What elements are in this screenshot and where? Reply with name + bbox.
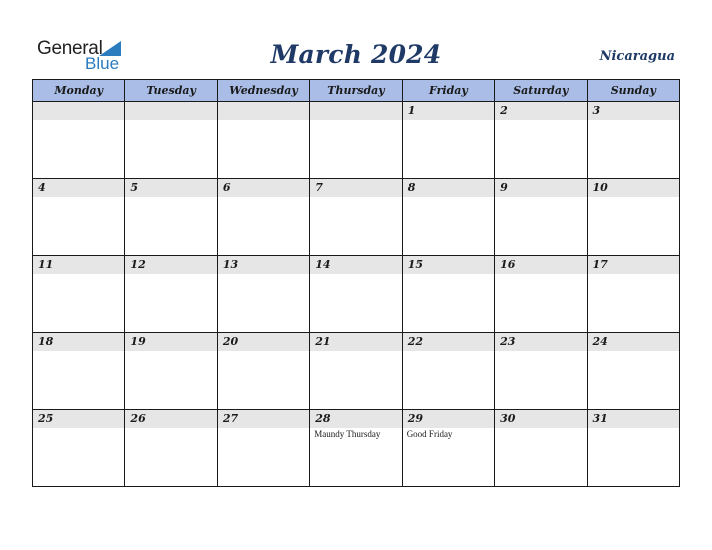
holiday-label bbox=[218, 197, 309, 198]
day-cell[interactable] bbox=[495, 410, 587, 487]
calendar-body bbox=[33, 102, 680, 487]
day-number-band bbox=[125, 333, 216, 351]
day-number-band bbox=[588, 179, 679, 197]
day-number-band bbox=[33, 410, 124, 428]
day-number: 25 bbox=[38, 412, 54, 425]
day-number-band bbox=[218, 102, 309, 120]
day-cell[interactable] bbox=[310, 410, 402, 487]
day-number: 20 bbox=[222, 335, 239, 348]
day-number: 14 bbox=[315, 258, 331, 271]
day-cell[interactable] bbox=[217, 179, 309, 256]
day-cell[interactable] bbox=[495, 179, 587, 256]
holiday-label bbox=[588, 351, 679, 352]
holiday-label bbox=[218, 428, 309, 429]
holiday-label bbox=[218, 120, 309, 121]
day-number: 30 bbox=[500, 412, 516, 425]
weekday-header: Tuesday bbox=[125, 80, 217, 102]
logo-text-general: General bbox=[37, 38, 103, 59]
day-number: 18 bbox=[38, 335, 54, 348]
holiday-label bbox=[125, 197, 216, 198]
day-number: 17 bbox=[592, 258, 608, 271]
day-cell[interactable] bbox=[402, 102, 494, 179]
day-number: 22 bbox=[407, 335, 423, 348]
day-number-band bbox=[588, 256, 679, 274]
day-cell[interactable] bbox=[310, 102, 402, 179]
day-number: 19 bbox=[130, 335, 146, 348]
holiday-label bbox=[403, 120, 494, 121]
holiday-label bbox=[588, 428, 679, 429]
holiday-label bbox=[403, 351, 494, 352]
day-number-band bbox=[218, 333, 309, 351]
day-cell[interactable] bbox=[587, 256, 679, 333]
day-number: 8 bbox=[407, 181, 416, 194]
day-number: 2 bbox=[500, 104, 508, 117]
week-row bbox=[33, 333, 680, 410]
weekday-header: Saturday bbox=[495, 80, 587, 102]
holiday-label bbox=[218, 351, 309, 352]
day-cell[interactable] bbox=[495, 256, 587, 333]
weekday-header: Monday bbox=[33, 80, 125, 102]
day-number: 9 bbox=[500, 181, 508, 194]
day-cell[interactable] bbox=[587, 410, 679, 487]
day-cell[interactable] bbox=[402, 410, 494, 487]
day-number-band bbox=[403, 256, 494, 274]
day-number: 21 bbox=[315, 335, 331, 348]
day-number: 11 bbox=[38, 258, 54, 271]
day-number: 23 bbox=[500, 335, 516, 348]
holiday-label bbox=[495, 428, 586, 429]
day-cell[interactable] bbox=[495, 333, 587, 410]
month-calendar-grid bbox=[32, 79, 680, 487]
day-number-band bbox=[403, 410, 494, 428]
holiday-label bbox=[125, 428, 216, 429]
day-number-band bbox=[125, 410, 216, 428]
day-cell[interactable] bbox=[33, 102, 125, 179]
weekday-header: Thursday bbox=[310, 80, 402, 102]
day-cell[interactable] bbox=[310, 256, 402, 333]
day-number-band bbox=[495, 179, 586, 197]
day-cell[interactable] bbox=[33, 256, 125, 333]
day-number-band bbox=[218, 410, 309, 428]
day-number-band bbox=[495, 256, 586, 274]
day-number-band bbox=[218, 256, 309, 274]
day-cell[interactable] bbox=[125, 333, 217, 410]
weekday-header: Wednesday bbox=[217, 80, 309, 102]
holiday-label bbox=[125, 274, 216, 275]
day-number-band bbox=[310, 410, 401, 428]
day-cell[interactable] bbox=[402, 179, 494, 256]
day-cell[interactable] bbox=[217, 256, 309, 333]
day-number-band bbox=[495, 333, 586, 351]
holiday-label bbox=[33, 274, 124, 275]
holiday-label: Good Friday bbox=[406, 429, 453, 439]
holiday-label bbox=[33, 120, 124, 121]
day-number-band bbox=[495, 102, 586, 120]
country-label: Nicaragua bbox=[599, 49, 675, 64]
holiday-label bbox=[33, 197, 124, 198]
day-number: 29 bbox=[407, 412, 423, 425]
day-number-band bbox=[588, 410, 679, 428]
day-cell[interactable] bbox=[33, 410, 125, 487]
day-cell[interactable] bbox=[125, 102, 217, 179]
day-cell[interactable] bbox=[125, 256, 217, 333]
day-number: 26 bbox=[130, 412, 146, 425]
day-number-band bbox=[588, 102, 679, 120]
day-cell[interactable] bbox=[217, 410, 309, 487]
day-number: 6 bbox=[222, 181, 231, 194]
holiday-label bbox=[310, 197, 401, 198]
day-number-band bbox=[33, 179, 124, 197]
day-number-band bbox=[310, 179, 401, 197]
day-cell[interactable] bbox=[217, 333, 309, 410]
day-number: 28 bbox=[315, 412, 331, 425]
holiday-label bbox=[588, 197, 679, 198]
week-row bbox=[33, 179, 680, 256]
holiday-label: Maundy Thursday bbox=[314, 429, 381, 439]
day-number: 7 bbox=[315, 181, 323, 194]
day-cell[interactable] bbox=[587, 179, 679, 256]
day-number-band bbox=[588, 333, 679, 351]
holiday-label bbox=[33, 428, 124, 429]
day-number: 31 bbox=[592, 412, 608, 425]
holiday-label bbox=[310, 274, 401, 275]
day-number: 13 bbox=[222, 258, 239, 271]
holiday-label bbox=[310, 120, 401, 121]
day-number-band bbox=[403, 102, 494, 120]
week-row bbox=[33, 256, 680, 333]
week-row bbox=[33, 410, 680, 487]
day-number-band bbox=[33, 256, 124, 274]
day-cell[interactable] bbox=[310, 333, 402, 410]
day-number-band bbox=[310, 102, 401, 120]
day-number: 27 bbox=[222, 412, 239, 425]
day-cell[interactable] bbox=[125, 410, 217, 487]
day-number-band bbox=[33, 333, 124, 351]
weekday-header: Friday bbox=[402, 80, 494, 102]
day-number-band bbox=[495, 410, 586, 428]
day-number-band bbox=[310, 256, 401, 274]
day-number-band bbox=[403, 333, 494, 351]
day-cell[interactable] bbox=[495, 102, 587, 179]
holiday-label bbox=[218, 274, 309, 275]
day-number: 4 bbox=[38, 181, 46, 194]
holiday-label bbox=[310, 351, 401, 352]
holiday-label bbox=[495, 274, 586, 275]
day-number-band bbox=[125, 102, 216, 120]
day-cell[interactable] bbox=[125, 179, 217, 256]
day-cell[interactable] bbox=[33, 333, 125, 410]
holiday-label bbox=[33, 351, 124, 352]
day-cell[interactable] bbox=[33, 179, 125, 256]
day-number: 10 bbox=[592, 181, 608, 194]
day-cell[interactable] bbox=[217, 102, 309, 179]
holiday-label bbox=[125, 120, 216, 121]
day-cell[interactable] bbox=[587, 102, 679, 179]
day-number: 24 bbox=[592, 335, 608, 348]
holiday-label bbox=[588, 274, 679, 275]
day-number-band bbox=[218, 179, 309, 197]
holiday-label bbox=[403, 197, 494, 198]
weekday-header-row bbox=[33, 80, 680, 102]
day-number-band bbox=[33, 102, 124, 120]
holiday-label bbox=[495, 120, 586, 121]
holiday-label bbox=[125, 351, 216, 352]
holiday-label bbox=[588, 120, 679, 121]
calendar-title: March 2024 bbox=[270, 40, 442, 69]
week-row bbox=[33, 102, 680, 179]
day-number-band bbox=[125, 179, 216, 197]
day-number-band bbox=[403, 179, 494, 197]
day-number: 1 bbox=[407, 104, 416, 117]
holiday-label bbox=[403, 274, 494, 275]
day-number-band bbox=[125, 256, 216, 274]
day-cell[interactable] bbox=[310, 179, 402, 256]
day-number: 16 bbox=[500, 258, 516, 271]
logo-text-blue: Blue bbox=[85, 54, 120, 73]
day-cell[interactable] bbox=[587, 333, 679, 410]
day-number: 3 bbox=[592, 104, 601, 117]
holiday-label bbox=[495, 197, 586, 198]
weekday-header: Sunday bbox=[587, 80, 679, 102]
day-cell[interactable] bbox=[402, 256, 494, 333]
day-number: 12 bbox=[130, 258, 146, 271]
day-number: 5 bbox=[130, 181, 139, 194]
day-number: 15 bbox=[407, 258, 423, 271]
holiday-label bbox=[495, 351, 586, 352]
day-cell[interactable] bbox=[402, 333, 494, 410]
day-number-band bbox=[310, 333, 401, 351]
